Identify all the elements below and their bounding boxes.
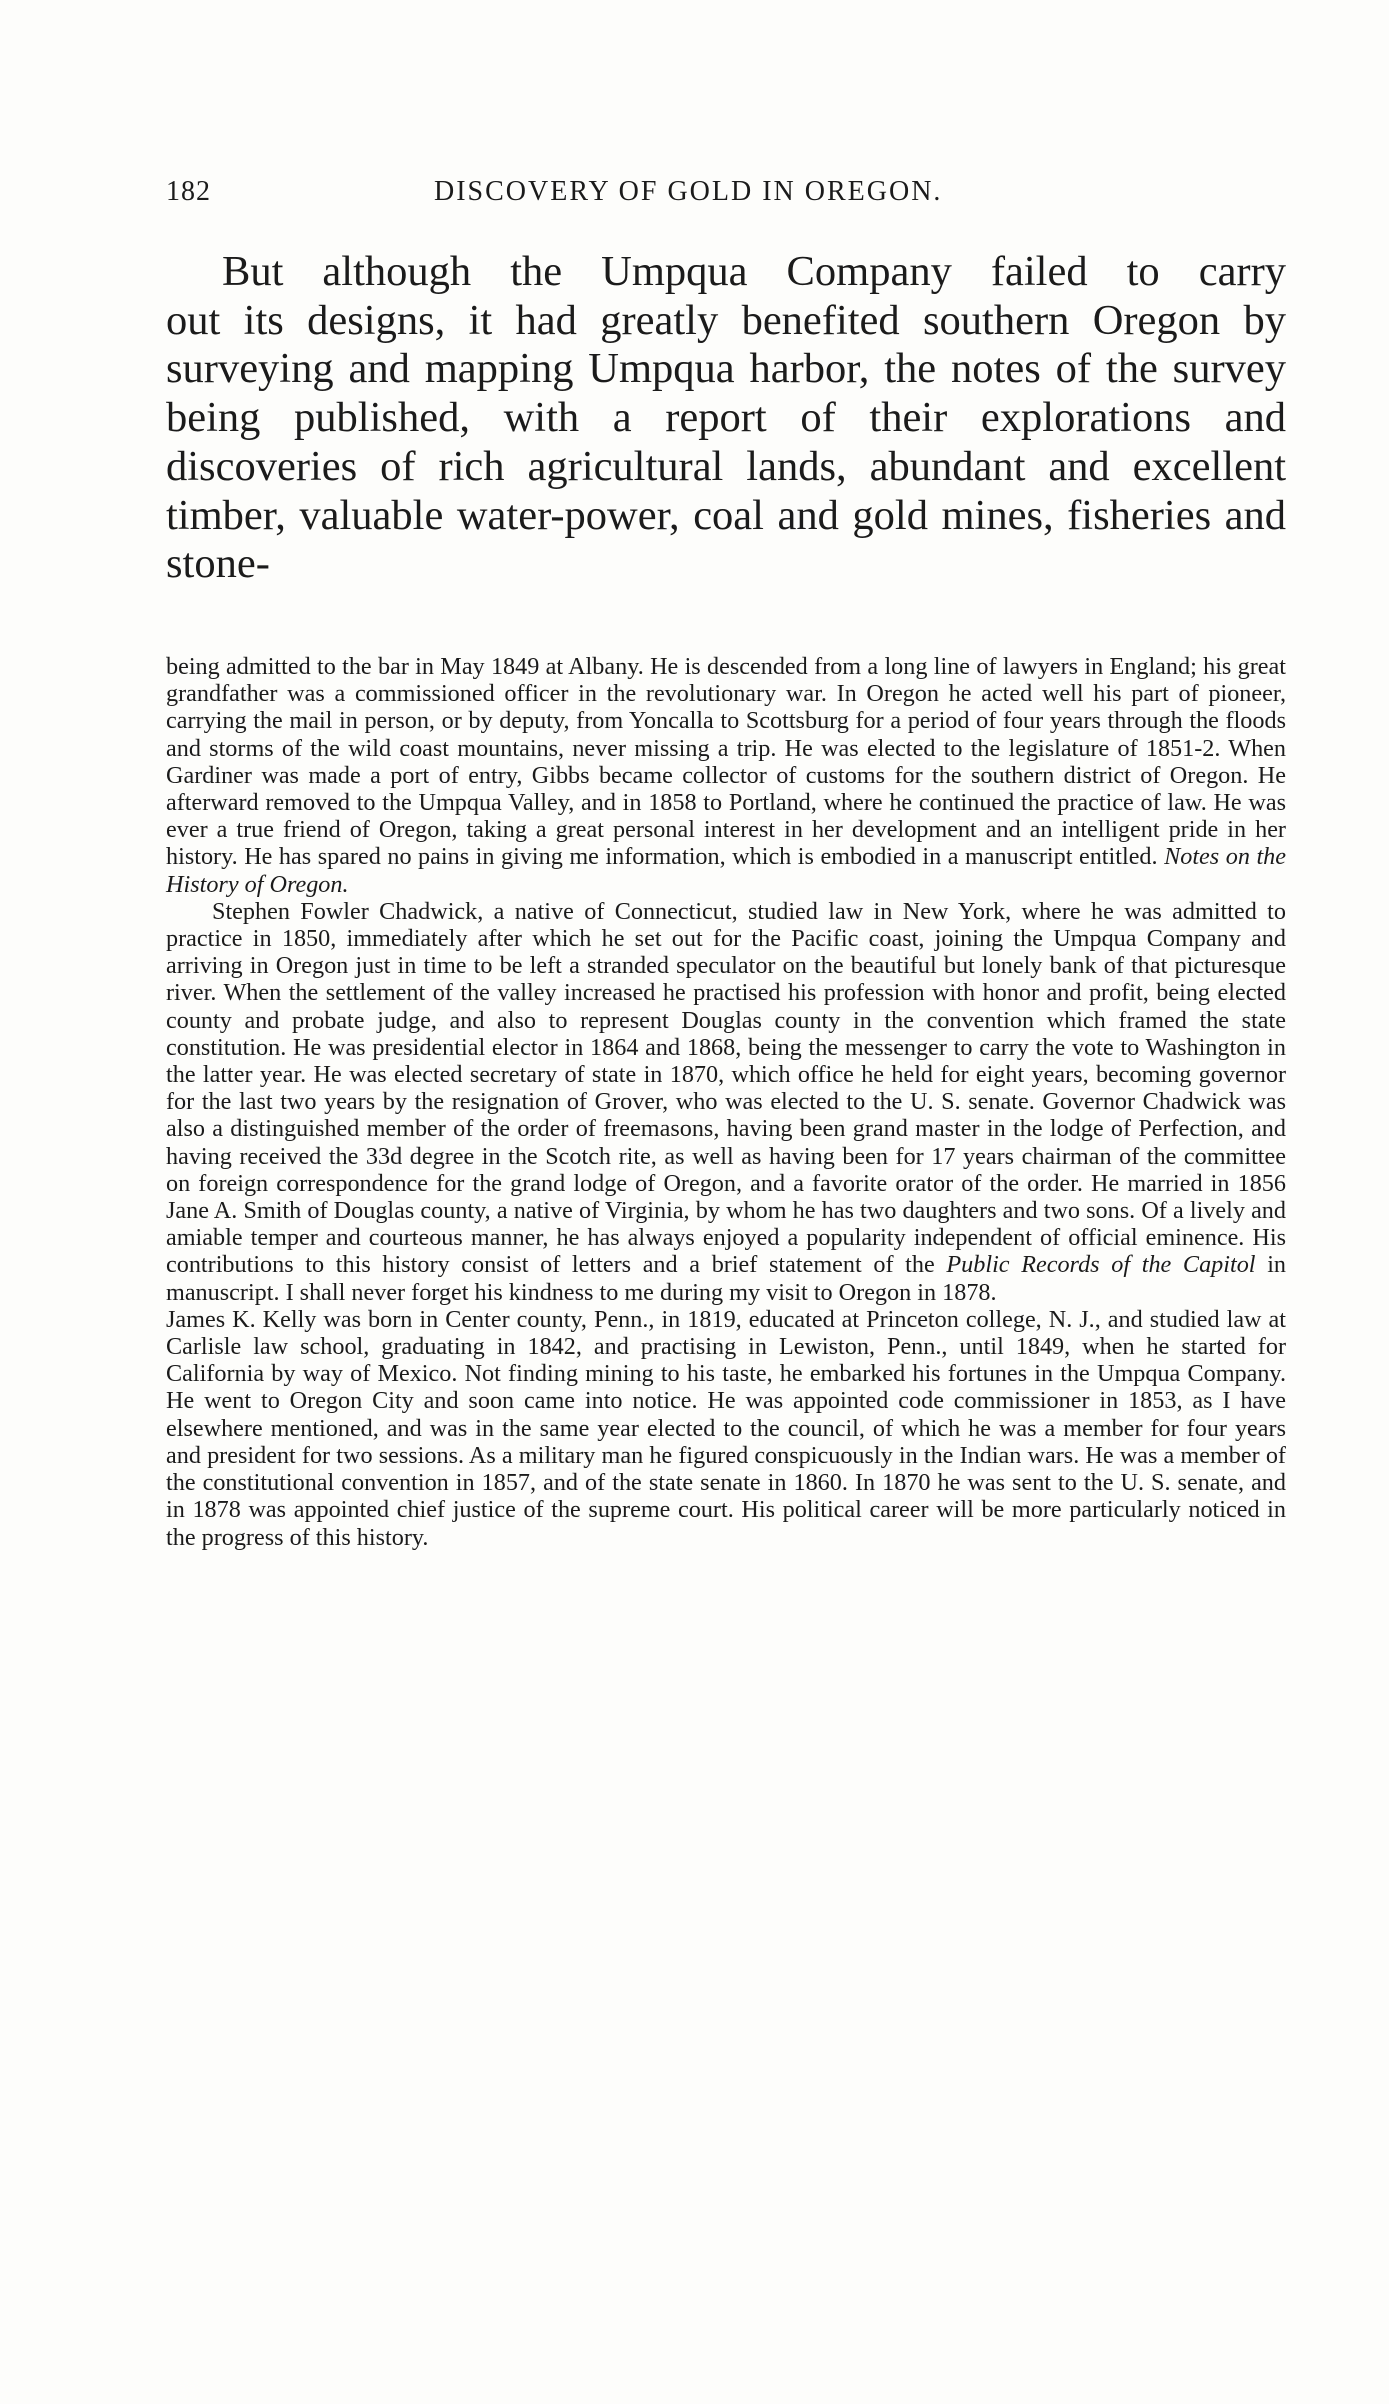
footnote-chadwick-text: Stephen Fowler Chadwick, a native of Connecticut, studied law in New York, where he was admitted to practice in 1850, immediately after which he set out for the Pacific coast, joining the Umpqua Company and arriving in Oregon just in time to be left a stranded speculator on the beautiful but lonely bank of that picturesque river. When the settlement of the valley increased he practised his profession with honor and profit, being elected county and probate judge, and also to represent Douglas county in the convention which framed the state constitution. He was presidential elector in 1864 and 1868, being the messenger to carry the vote to Washington in the latter year. He was elected secretary of state in 1870, which office he held for eight years, becoming governor for the last two years by the resignation of Grover, who was elected to the U. S. senate. Governor Chadwick was also a distinguished member of the order of freemasons, having been grand master in the lodge of Perfection, and having received the 33d degree in the Scotch rite, as well as having been for 17 years chairman of the committee on foreign correspondence for the grand lodge of Oregon, and a favorite orator of the order. He married in 1856 Jane A. Smith of Douglas county, a native of Virginia, by whom he has two daughters and two sons. Of a lively and amiable temper and courteous manner, he has always enjoyed a popularity independent of official eminence. His contributions to this history consist of letters and a brief statement of the [166,897,1286,1279]
main-paragraph [166,248,1286,589]
footnote-kelly-text: James K. Kelly was born in Center county, Penn., in 1819, educated at Princeton college, N. J., and studied law at Carlisle law school, graduating in 1842, and practising in Lewiston, Penn., until 1849, when he started for California by way of Mexico. Not finding mining to his taste, he embarked his fortunes in the Umpqua Company. He went to Oregon City and soon came into notice. He was appointed code commissioner in 1853, as I have elsewhere mentioned, and was in the same year elected to the council, of which he was a member for four years and president for two sessions. As a military man he figured conspicuously in the Indian wars. He was a member of the constitutional convention in 1857, and of the state senate in 1860. In 1870 he was sent to the U. S. senate, and in 1878 was appointed chief justice of the supreme court. His political career will be more particularly noticed in the progress of this history. [166,1305,1286,1551]
footnote-chadwick-title: Public Records of the Capitol [946,1251,1256,1279]
footnote-chadwick [166,898,1286,1306]
footnotes [166,653,1286,1551]
footnote-gibbs-title: Notes on the History of Oregon. [166,843,1286,898]
page-header [166,176,1286,216]
footnote-gibbs [166,653,1286,898]
running-head: DISCOVERY OF GOLD IN OREGON. [434,176,943,207]
footnote-kelly [166,1306,1286,1551]
footnote-chadwick-text-end: in manuscript. I shall never forget his kindness to me during my visit to Oregon in 1878. [166,1251,1287,1306]
main-paragraph-continuation: out its designs, it had greatly benefited southern Oregon by surveying and mapping Umpqua harbor, the notes of the survey being published, with a report of their explorations and discoveries of rich agricultural lands, abundant and excellent timber, valuable water-power, coal and gold mines, fisheries and stone- [166,296,1286,588]
footnote-gibbs-text: being admitted to the bar in May 1849 at Albany. He is descended from a long line of lawyers in England; his great grandfather was a commissioned officer in the revolutionary war. In Oregon he acted well his part of pioneer, carrying the mail in person, or by deputy, from Yoncalla to Scottsburg for a period of four years through the floods and storms of the wild coast mountains, never missing a trip. He was elected to the legislature of 1851-2. When Gardiner was made a port of entry, Gibbs became collector of customs for the southern district of Oregon. He afterward removed to the Umpqua Valley, and in 1858 to Portland, where he continued the practice of law. He was ever a true friend of Oregon, taking a great personal interest in her development and an intelligent pride in her history. He has spared no pains in giving me information, which is embodied in a manuscript entitled. [166,653,1286,871]
page-number: 182 [166,176,211,207]
main-paragraph-first-line: But although the Umpqua Company failed to carry [222,248,1286,295]
